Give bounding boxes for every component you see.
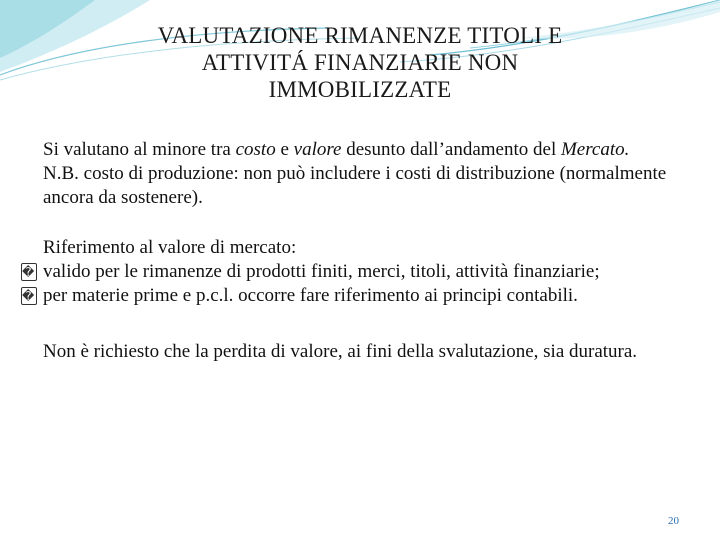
- slide-title: [60, 22, 660, 103]
- paragraph-nb: N.B. costo di produzione: non può includere i costi di distribuzione (normalmente ancora da sostenere).: [43, 163, 667, 208]
- para1-text-a: Si valutano al minore tra: [43, 139, 236, 160]
- bullet-item-2-text: per materie prime e p.c.l. occorre fare riferimento ai principi contabili.: [43, 285, 578, 306]
- paragraph-impairment: Non è richiesto che la perdita di valore, ai fini della svalutazione, sia duratura.: [43, 341, 638, 362]
- title-line-1: VALUTAZIONE RIMANENZE TITOLI E: [157, 23, 563, 48]
- title-line-3: IMMOBILIZZATE: [268, 77, 452, 102]
- term-costo: costo: [235, 139, 276, 160]
- para1-text-c: desunto dall’andamento del: [341, 139, 561, 160]
- paragraph-valuation-rule: [43, 138, 675, 162]
- para1-text-b: e: [275, 139, 294, 160]
- bullet-marker-icon: �: [21, 287, 37, 305]
- page-number: 20: [668, 515, 679, 527]
- title-line-2: ATTIVITÁ FINANZIARIE NON: [201, 50, 519, 75]
- bullet-marker-icon: �: [21, 263, 37, 281]
- slide-body: [22, 138, 675, 364]
- term-valore: valore: [293, 139, 342, 160]
- bullet-item-2: [22, 284, 675, 308]
- bullet-item-1: [22, 260, 675, 284]
- term-mercato: Mercato.: [560, 139, 630, 160]
- paragraph-market-reference: Riferimento al valore di mercato:: [43, 237, 297, 258]
- bullet-item-1-text: valido per le rimanenze di prodotti finiti, merci, titoli, attività finanziarie;: [43, 261, 600, 282]
